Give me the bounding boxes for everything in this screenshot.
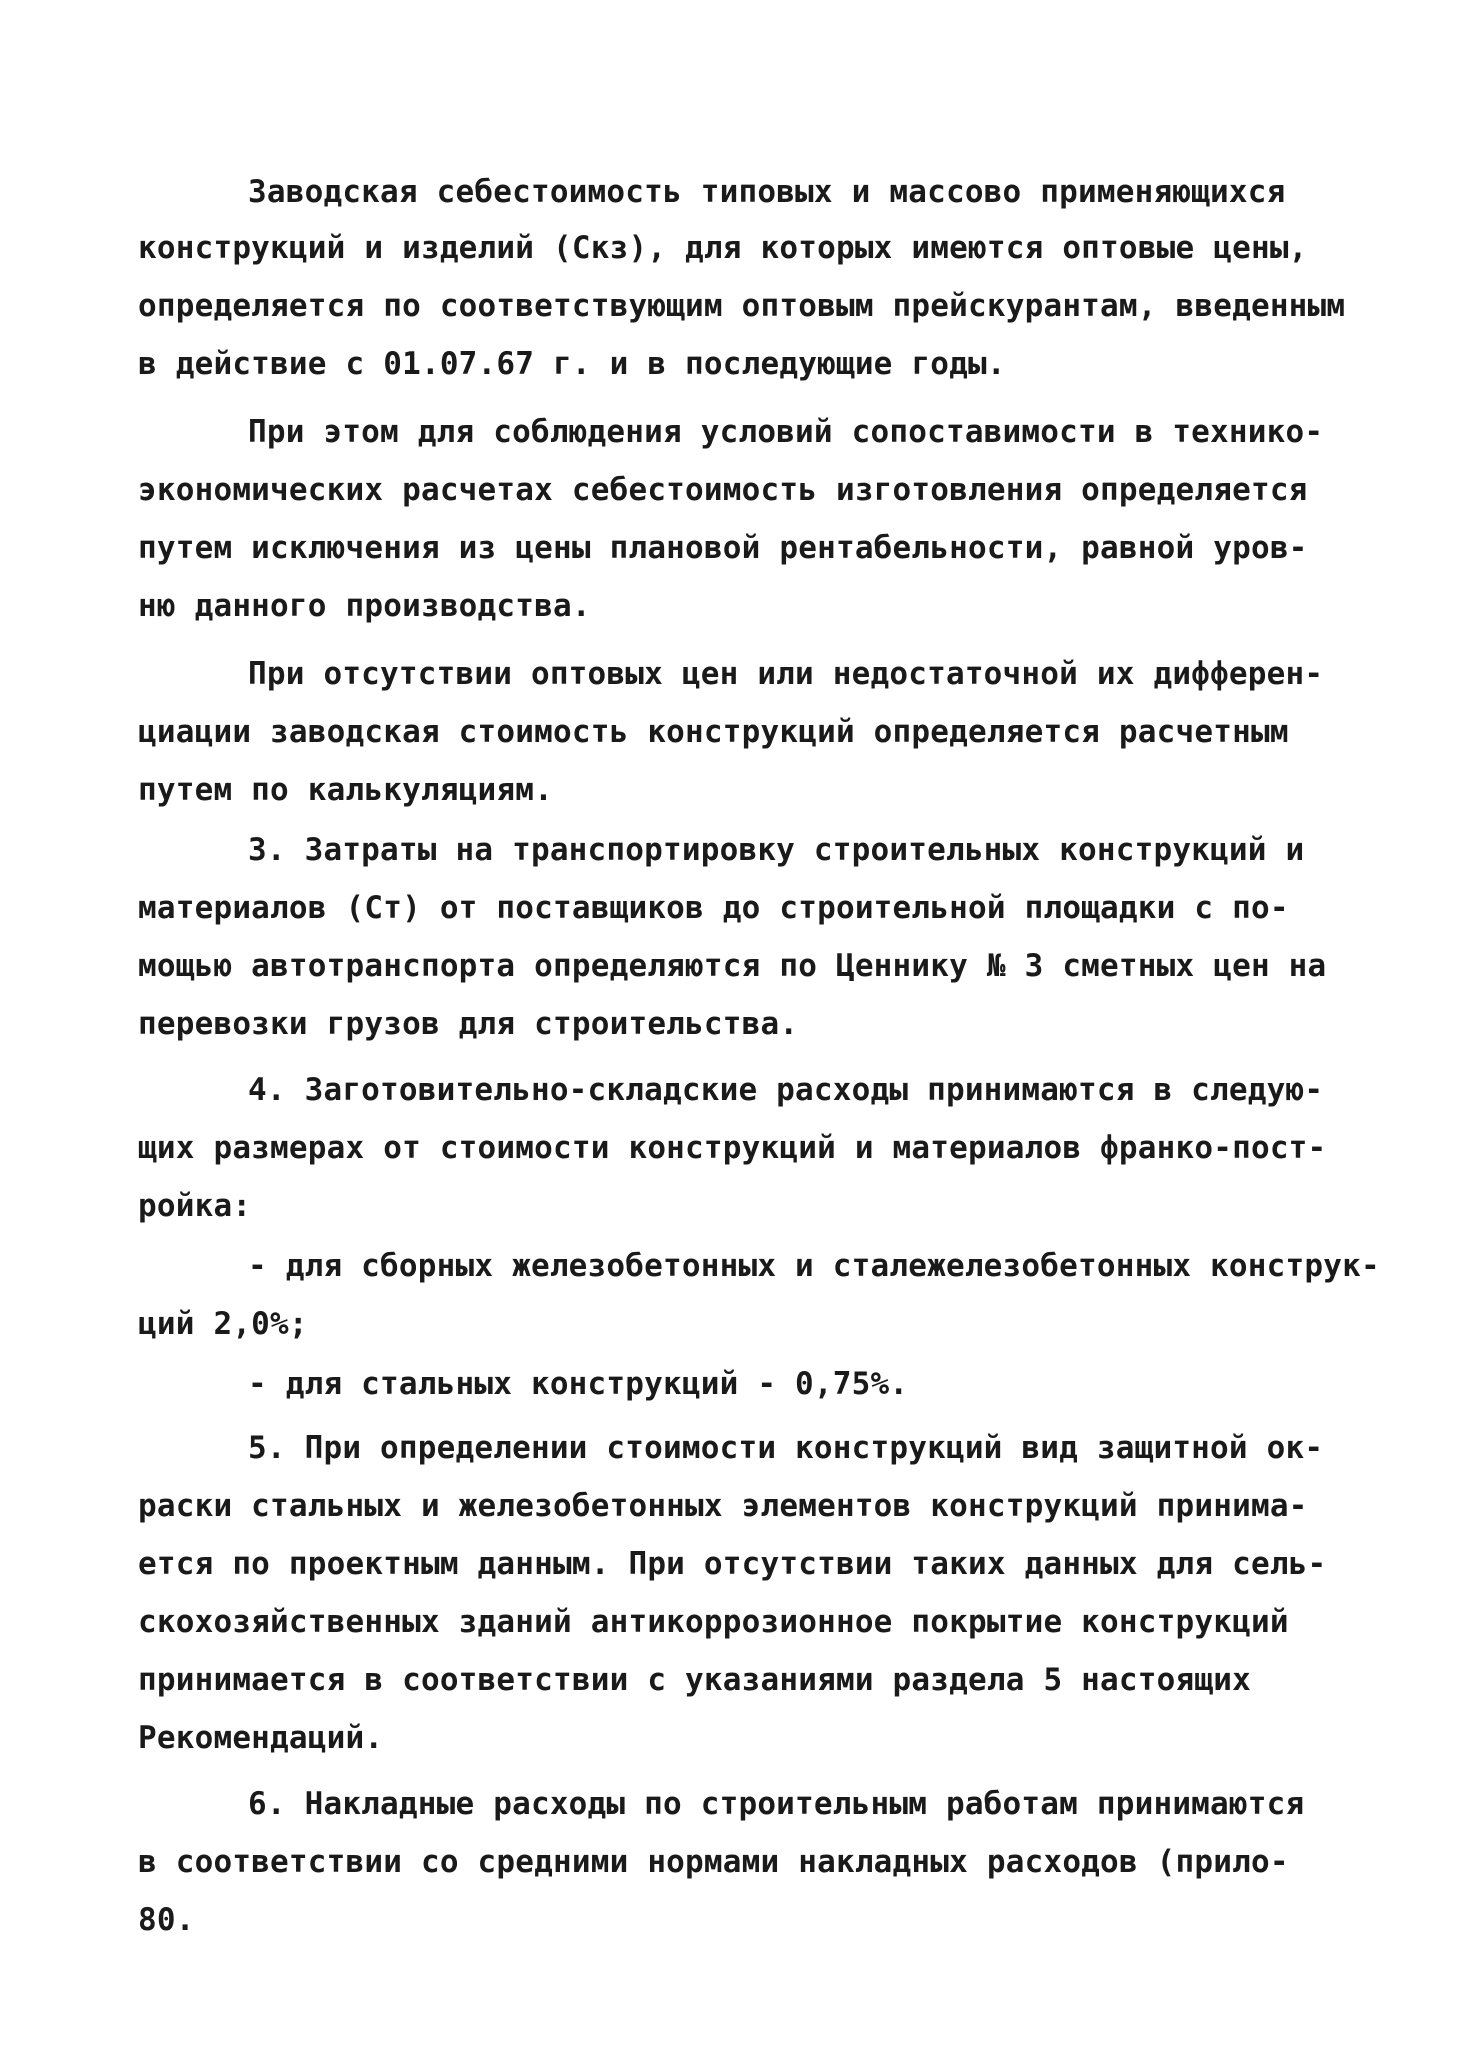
text-line: экономических расчетах себестоимость изготовления определяется	[138, 472, 1308, 508]
text-line: циации заводская стоимость конструкций определяется расчетным	[138, 714, 1289, 750]
text-line: Заводская себестоимость типовых и массово применяющихся	[248, 174, 1286, 210]
text-line: принимается в соответствии с указаниями раздела 5 настоящих	[138, 1662, 1251, 1698]
text-line: 3. Затраты на транспортировку строительных конструкций и	[248, 832, 1305, 868]
text-line: 6. Накладные расходы по строительным работам принимаются	[248, 1786, 1305, 1822]
text-line: - для сборных железобетонных и сталежелезобетонных конструк-	[248, 1248, 1380, 1284]
text-line: Рекомендаций.	[138, 1720, 384, 1756]
text-line: ройка:	[138, 1188, 252, 1224]
text-line: 80.	[138, 1902, 195, 1938]
text-line: мощью автотранспорта определяются по Ценнику № 3 сметных цен на	[138, 948, 1327, 984]
text-line: - для стальных конструкций - 0,75%.	[248, 1366, 909, 1402]
text-line: ций 2,0%;	[138, 1306, 308, 1342]
text-line: в соответствии со средними нормами накладных расходов (прило-	[138, 1844, 1289, 1880]
text-line: 5. При определении стоимости конструкций вид защитной ок-	[248, 1430, 1324, 1466]
text-line: перевозки грузов для строительства.	[138, 1006, 799, 1042]
text-line: ется по проектным данным. При отсутствии таких данных для сель-	[138, 1546, 1327, 1582]
text-line: путем по калькуляциям.	[138, 772, 553, 808]
text-line: определяется по соответствующим оптовым прейскурантам, введенным	[138, 288, 1346, 324]
text-line: путем исключения из цены плановой рентабельности, равной уров-	[138, 530, 1308, 566]
text-line: конструкций и изделий (Скз), для которых имеются оптовые цены,	[138, 230, 1308, 266]
text-line: При отсутствии оптовых цен или недостаточной их дифферен-	[248, 656, 1324, 692]
text-line: в действие с 01.07.67 г. и в последующие годы.	[138, 346, 1006, 382]
text-line: раски стальных и железобетонных элементов конструкций принима-	[138, 1488, 1308, 1524]
text-line: 4. Заготовительно-складские расходы принимаются в следую-	[248, 1072, 1324, 1108]
text-line: щих размерах от стоимости конструкций и материалов франко-пост-	[138, 1130, 1327, 1166]
text-line: При этом для соблюдения условий сопоставимости в технико-	[248, 414, 1324, 450]
text-line: ню данного производства.	[138, 588, 591, 624]
text-line: скохозяйственных зданий антикоррозионное покрытие конструкций	[138, 1604, 1289, 1640]
text-line: материалов (Ст) от поставщиков до строительной площадки с по-	[138, 890, 1289, 926]
